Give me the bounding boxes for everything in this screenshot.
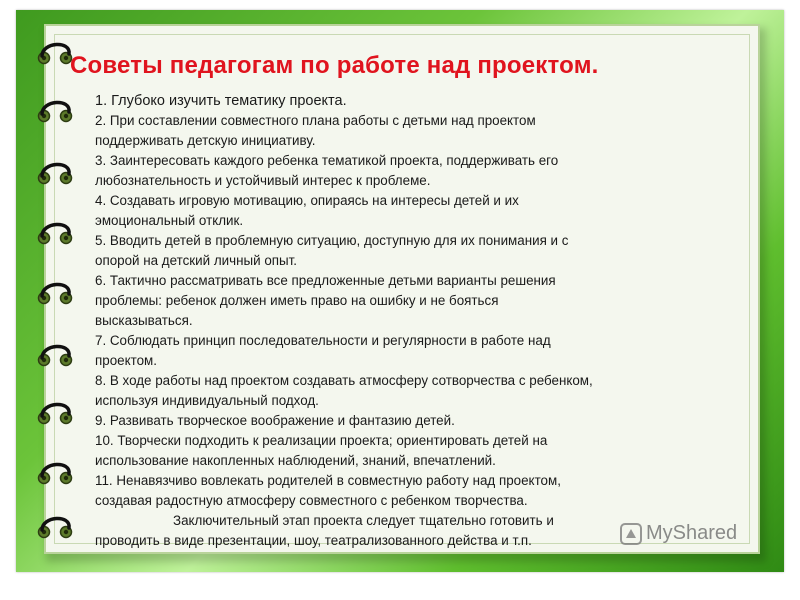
advice-line: 2. При составлении совместного плана работы с детьми над проектом [95,113,536,128]
advice-line: использование накопленных наблюдений, знаний, впечатлений. [95,453,496,468]
spiral-ring-icon [33,398,79,428]
advice-line: 8. В ходе работы над проектом создавать атмосферу сотворчества с ребенком, [95,373,593,388]
advice-line: 1. Глубоко изучить тематику проекта. [95,93,347,109]
spiral-ring-icon [33,278,79,308]
advice-line: 3. Заинтересовать каждого ребенка тематикой проекта, поддерживать его [95,153,559,168]
advice-line: любознательность и устойчивый интерес к проблеме. [95,173,431,188]
watermark [620,522,737,545]
spiral-ring-icon [33,158,79,188]
slide-title: Советы педагогам по работе над проектом. [70,52,599,79]
advice-line: поддерживать детскую инициативу. [95,133,316,148]
spiral-ring-icon [33,218,79,248]
spiral-ring-icon [33,458,79,488]
spiral-ring-icon [33,340,79,370]
advice-line: высказываться. [95,313,193,328]
advice-line: 9. Развивать творческое воображение и фантазию детей. [95,413,455,428]
myshared-logo-icon [620,523,642,545]
advice-line: создавая радостную атмосферу совместного с ребенком творчества. [95,493,528,508]
spiral-ring-icon [33,512,79,542]
advice-line: Заключительный этап проекта следует тщательно готовить и [173,513,554,528]
advice-line: 11. Ненавязчиво вовлекать родителей в совместную работу над проектом, [95,473,561,488]
advice-line: 5. Вводить детей в проблемную ситуацию, доступную для их понимания и с [95,233,569,248]
advice-line: проводить в виде презентации, шоу, театрализованного действа и т.п. [95,533,532,548]
advice-line: опорой на детский личный опыт. [95,253,298,268]
advice-line: 6. Тактично рассматривать все предложенные детьми варианты решения [95,273,556,288]
advice-list [95,91,755,551]
spiral-ring-icon [33,96,79,126]
advice-line: проектом. [95,353,157,368]
advice-line: используя индивидуальный подход. [95,393,319,408]
advice-line: проблемы: ребенок должен иметь право на ошибку и не бояться [95,293,499,308]
advice-line: 10. Творчески подходить к реализации проекта; ориентировать детей на [95,433,548,448]
watermark-text: MyShared [646,522,738,544]
advice-line: эмоциональный отклик. [95,213,244,228]
advice-line: 7. Соблюдать принцип последовательности и регулярности в работе над [95,333,551,348]
advice-line: 4. Создавать игровую мотивацию, опираясь на интересы детей и их [95,193,519,208]
